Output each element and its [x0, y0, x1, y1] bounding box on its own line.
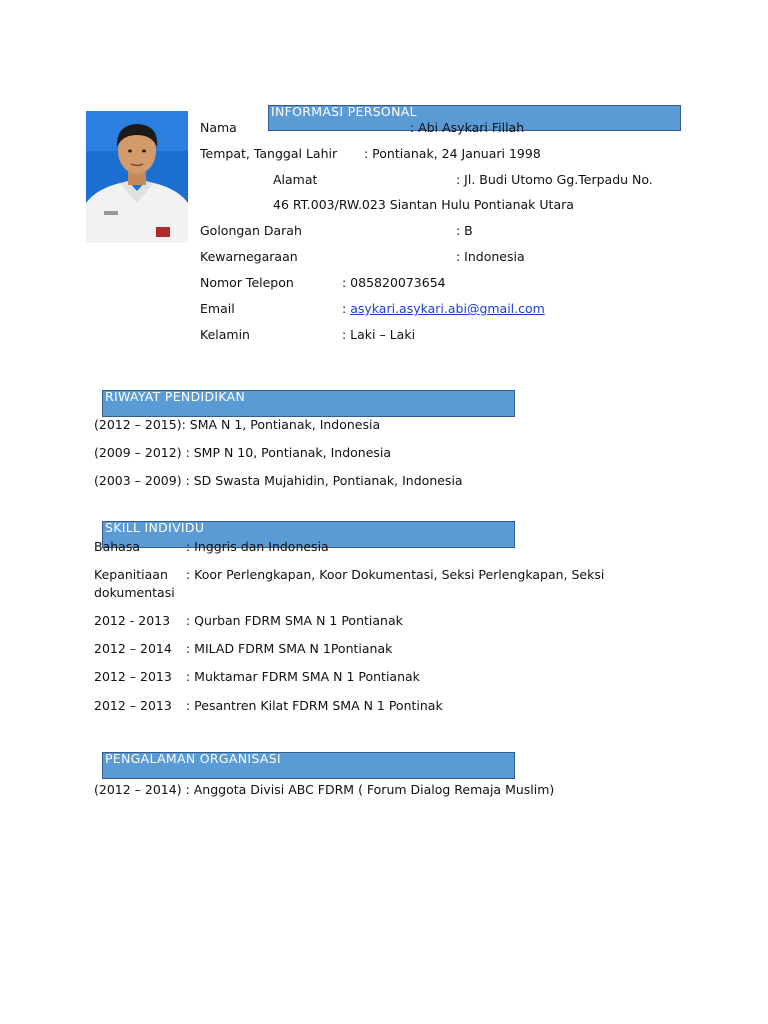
organization-row	[94, 782, 554, 797]
skill-detail: : Qurban FDRM SMA N 1 Pontianak	[186, 613, 403, 628]
value-alamat: : Jl. Budi Utomo Gg.Terpadu No.	[456, 172, 653, 187]
organization-title: PENGALAMAN ORGANISASI	[105, 751, 281, 766]
value-ttl: : Pontianak, 24 Januari 1998	[364, 146, 541, 161]
email-link[interactable]: asykari.asykari.abi@gmail.com	[350, 301, 545, 316]
education-years: (2009 – 2012)	[94, 445, 182, 460]
value-kelamin: : Laki – Laki	[342, 327, 416, 342]
skill-kepanitiaan-label: Kepanitiaan	[94, 567, 168, 582]
education-years: (2003 – 2009)	[94, 473, 182, 488]
email-colon: :	[342, 301, 347, 316]
skill-bahasa-value: : Inggris dan Indonesia	[186, 539, 329, 554]
education-row	[94, 417, 380, 432]
label-ttl: Tempat, Tanggal Lahir	[200, 146, 338, 161]
label-kewarnegaraan: Kewarnegaraan	[200, 249, 298, 264]
skill-kepanitiaan-value: : Koor Perlengkapan, Koor Dokumentasi, Seksi Perlengkapan, Seksi	[186, 567, 605, 582]
education-detail: : SD Swasta Mujahidin, Pontianak, Indonesia	[185, 473, 463, 488]
value-alamat-cont: 46 RT.003/RW.023 Siantan Hulu Pontianak Utara	[273, 197, 574, 212]
value-telepon: : 085820073654	[342, 275, 446, 290]
skill-years: 2012 - 2013	[94, 613, 171, 628]
skill-detail: : Muktamar FDRM SMA N 1 Pontianak	[186, 669, 420, 684]
profile-photo	[86, 111, 188, 243]
value-kewarnegaraan: : Indonesia	[456, 249, 525, 264]
label-nama: Nama	[200, 120, 237, 135]
skill-detail: : MILAD FDRM SMA N 1Pontianak	[186, 641, 393, 656]
education-row	[94, 445, 391, 460]
skill-years: 2012 – 2014	[94, 641, 172, 656]
skill-kepanitiaan-cont: dokumentasi	[94, 585, 175, 600]
education-detail: : SMA N 1, Pontianak, Indonesia	[181, 417, 381, 432]
skill-years: 2012 – 2013	[94, 698, 172, 713]
label-email: Email	[200, 301, 235, 316]
value-email	[342, 301, 545, 316]
education-title: RIWAYAT PENDIDIKAN	[105, 389, 246, 404]
skill-detail: : Pesantren Kilat FDRM SMA N 1 Pontinak	[186, 698, 443, 713]
organization-header	[102, 752, 515, 779]
label-telepon: Nomor Telepon	[200, 275, 294, 290]
label-alamat: Alamat	[273, 172, 318, 187]
skill-years: 2012 – 2013	[94, 669, 172, 684]
organization-years: (2012 – 2014)	[94, 782, 182, 797]
education-row	[94, 473, 463, 488]
organization-detail: : Anggota Divisi ABC FDRM ( Forum Dialog Remaja Muslim)	[185, 782, 555, 797]
education-years: (2012 – 2015)	[94, 417, 182, 432]
skill-bahasa-label: Bahasa	[94, 539, 140, 554]
value-nama: : Abi Asykari Fillah	[410, 120, 525, 135]
education-header	[102, 390, 515, 417]
skills-title: SKILL INDIVIDU	[105, 520, 205, 535]
person-photo-icon	[86, 111, 188, 243]
label-kelamin: Kelamin	[200, 327, 250, 342]
label-golongan-darah: Golongan Darah	[200, 223, 302, 238]
education-detail: : SMP N 10, Pontianak, Indonesia	[185, 445, 392, 460]
value-golongan-darah: : B	[456, 223, 473, 238]
personal-info-title: INFORMASI PERSONAL	[271, 104, 417, 119]
